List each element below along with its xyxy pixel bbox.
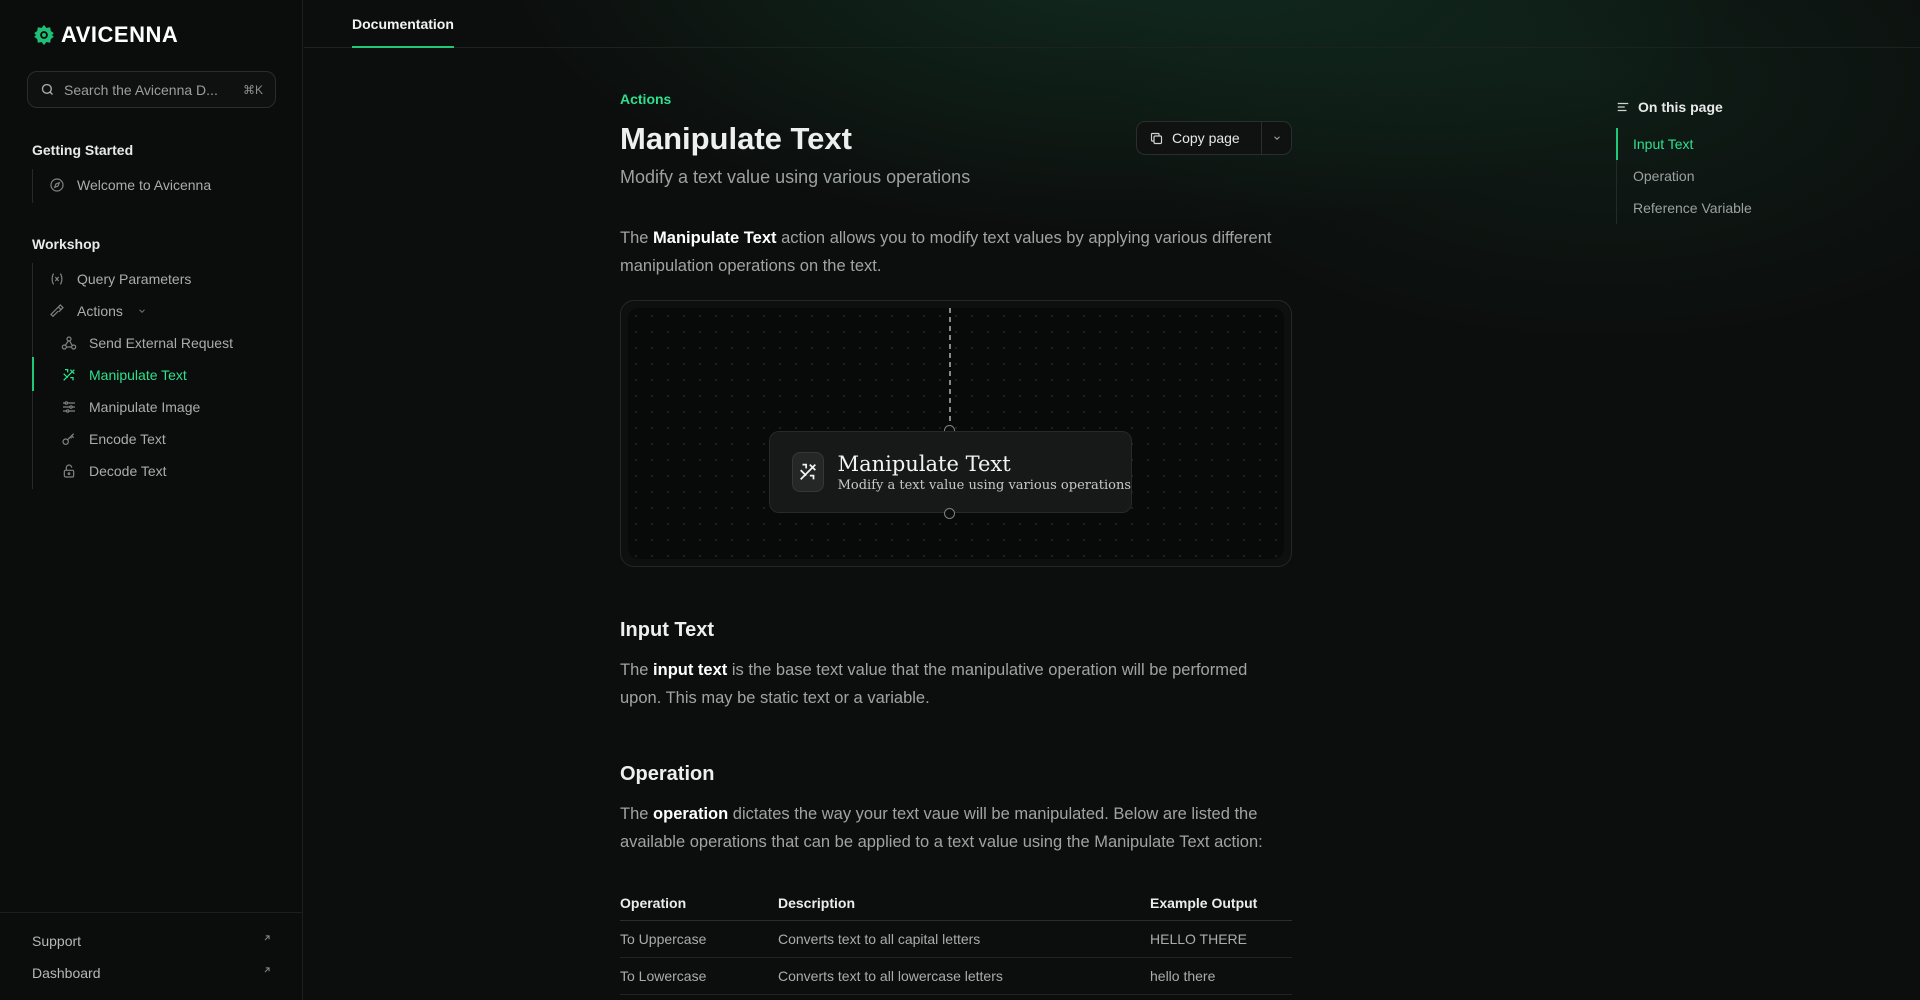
text-run: The [620, 229, 654, 247]
table-header-row [620, 887, 1292, 920]
node-title: Manipulate Text [837, 451, 1011, 476]
text-run: dictates the way your text vaue will be manipulated. Below are listed the available operations that can be applied to a text value using the Manipulate Text action: [620, 805, 1263, 851]
section-heading-input-text: Input Text [620, 619, 715, 641]
flow-canvas[interactable] [628, 308, 1284, 559]
table-row [620, 957, 1292, 994]
sidebar-item-manipulate-image[interactable] [61, 399, 200, 415]
hammer-icon [49, 303, 65, 319]
page-title: Manipulate Text [620, 121, 852, 156]
operation-paragraph [620, 800, 1292, 856]
toc-item-operation[interactable]: Operation [1633, 168, 1695, 184]
sliders-icon [61, 399, 77, 415]
brand-name: AVICENNA [61, 22, 179, 47]
sidebar-item-label: Welcome to Avicenna [77, 177, 212, 193]
text-run: The [620, 661, 654, 679]
topbar [304, 0, 1920, 48]
chevron-down-icon [1272, 133, 1282, 143]
toc-active-indicator [1616, 128, 1618, 160]
sidebar-item-label: Decode Text [89, 463, 167, 479]
toc-list [1616, 128, 1796, 224]
sidebar-item-label: Query Parameters [77, 271, 192, 287]
copy-page-label: Copy page [1172, 130, 1240, 146]
sidebar-item-send-external-request[interactable] [61, 335, 233, 351]
compass-icon [49, 177, 65, 193]
sidebar-item-label: Manipulate Text [89, 367, 187, 383]
section-title-getting-started: Getting Started [32, 142, 134, 158]
sidebar-item-manipulate-text[interactable] [61, 367, 187, 383]
unlock-icon [61, 463, 77, 479]
input-text-paragraph [620, 656, 1292, 712]
toc-title [1616, 99, 1723, 115]
bold-term: input text [653, 661, 728, 679]
copy-icon [1149, 131, 1164, 146]
nav-group-getting-started [32, 169, 33, 203]
toc-item-input-text[interactable]: Input Text [1633, 136, 1694, 152]
sidebar-item-welcome[interactable] [49, 177, 211, 193]
table-header: Operation [620, 887, 778, 920]
table-cell: HELLO THERE [1150, 920, 1292, 957]
text-run: is the base text value that the manipulative operation will be performed upon. This may be static text or a variable. [620, 661, 1248, 707]
logo-icon [33, 24, 55, 46]
connector-line [948, 308, 952, 426]
sidebar-footer [0, 912, 303, 1000]
sidebar-item-label: Encode Text [89, 431, 166, 447]
sidebar-item-decode-text[interactable] [61, 463, 167, 479]
tab-documentation[interactable]: Documentation [352, 0, 454, 48]
table-cell: Converts text to all lowercase letters [778, 957, 1150, 994]
search-shortcut: ⌘K [242, 82, 263, 97]
external-link-icon [262, 965, 272, 975]
sidebar-item-actions[interactable] [49, 303, 147, 319]
key-icon [61, 431, 77, 447]
text-tools-icon [797, 461, 819, 483]
support-label: Support [32, 933, 82, 949]
search-icon [40, 82, 55, 97]
chevron-down-icon [137, 306, 147, 316]
table-cell: hello there [1150, 957, 1292, 994]
sidebar-item-label: Actions [77, 303, 123, 319]
copy-page-button[interactable] [1136, 121, 1292, 155]
table-row [620, 920, 1292, 957]
text-tools-icon [61, 367, 77, 383]
table-cell: To Lowercase [620, 957, 778, 994]
brand-logo[interactable] [33, 22, 178, 48]
list-icon [1616, 100, 1630, 114]
breadcrumb[interactable]: Actions [620, 91, 672, 107]
sidebar-item-label: Send External Request [89, 335, 233, 351]
copy-options-toggle[interactable] [1261, 122, 1291, 154]
search-input[interactable] [27, 71, 276, 108]
active-indicator [32, 357, 34, 391]
search-placeholder: Search the Avicenna D... [64, 81, 218, 98]
operations-table [620, 887, 1292, 995]
variable-icon [49, 271, 65, 287]
toc-item-reference-variable[interactable]: Reference Variable [1633, 200, 1752, 216]
node-icon-box [792, 452, 824, 492]
section-title-workshop: Workshop [32, 236, 101, 252]
flow-node-manipulate-text[interactable] [769, 431, 1132, 513]
bold-term: Manipulate Text [653, 229, 777, 247]
sidebar-item-label: Manipulate Image [89, 399, 201, 415]
text-run: The [620, 805, 654, 823]
table-cell: Converts text to all capital letters [778, 920, 1150, 957]
node-subtitle: Modify a text value using various operations [837, 477, 1131, 493]
sidebar [0, 0, 303, 1000]
webhook-icon [61, 335, 77, 351]
node-text [838, 452, 1131, 493]
dashboard-link[interactable] [32, 965, 272, 981]
flow-preview [620, 300, 1292, 567]
page-subtitle: Modify a text value using various operations [620, 167, 971, 187]
bold-term: operation [653, 805, 729, 823]
intro-paragraph [620, 224, 1292, 280]
output-port[interactable] [944, 508, 955, 519]
dashboard-label: Dashboard [32, 965, 101, 981]
copy-page-main[interactable] [1137, 122, 1261, 154]
table-cell: To Uppercase [620, 920, 778, 957]
text-run: action allows you to modify text values by applying various different manipulation operations on the text. [620, 229, 1272, 275]
section-heading-operation: Operation [620, 763, 715, 785]
toc-title-label: On this page [1638, 99, 1723, 115]
table-header: Description [778, 887, 1150, 920]
external-link-icon [262, 933, 272, 943]
sidebar-item-query-parameters[interactable] [49, 271, 191, 287]
sidebar-item-encode-text[interactable] [61, 431, 166, 447]
support-link[interactable] [32, 933, 272, 949]
table-header: Example Output [1150, 887, 1292, 920]
